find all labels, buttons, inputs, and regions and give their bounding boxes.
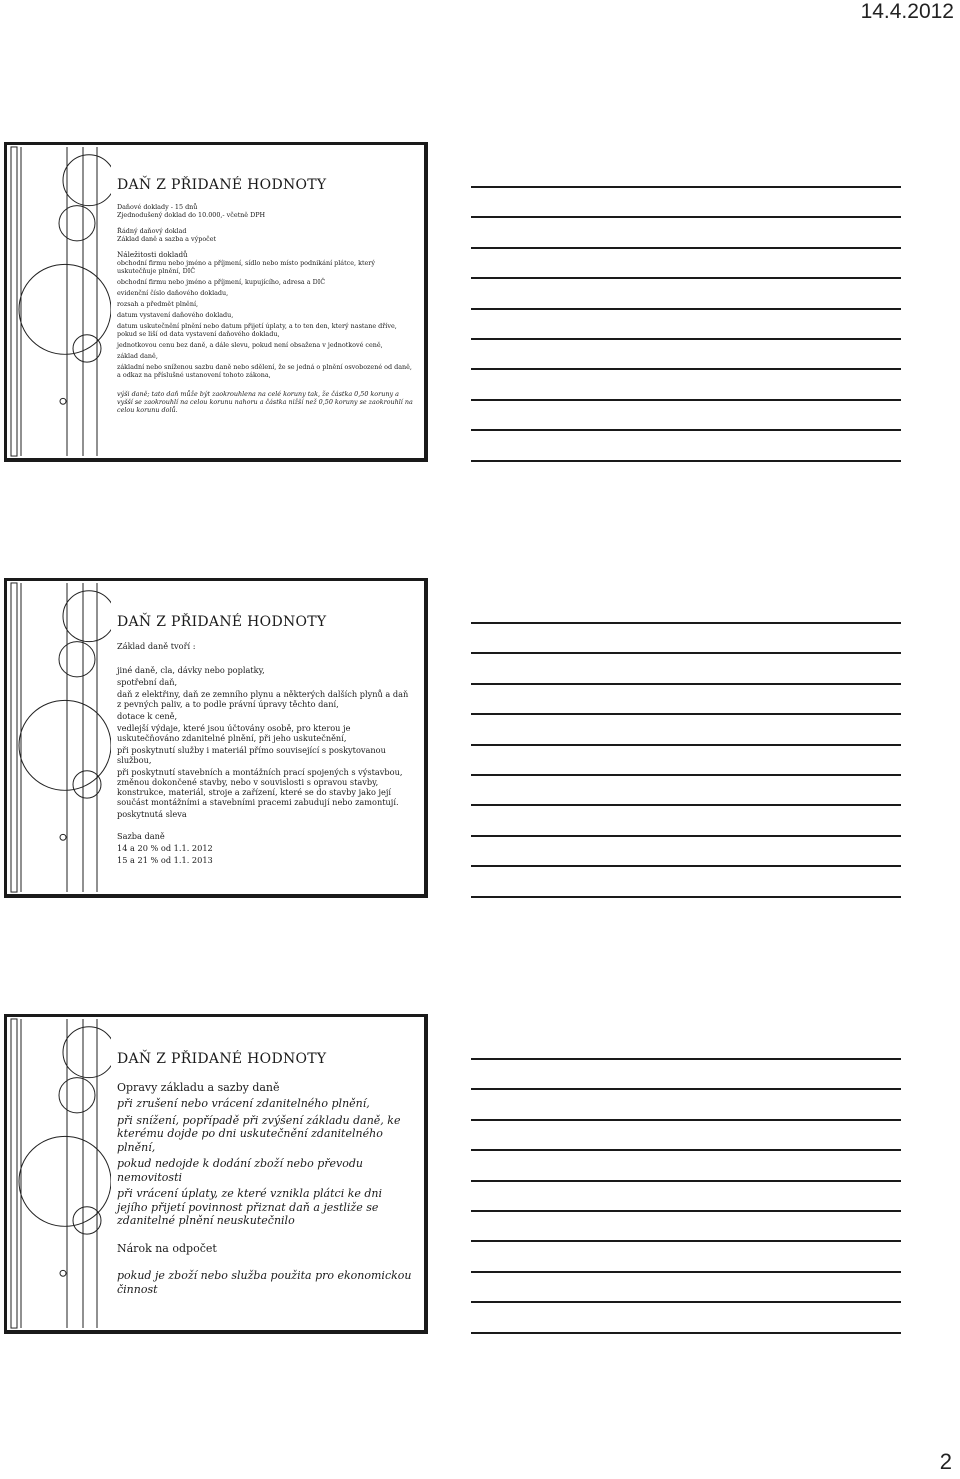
text-line: obchodní firmu nebo jméno a příjmení, kupujícího, adresa a DIČ bbox=[117, 278, 326, 286]
slide-decoration bbox=[7, 581, 111, 894]
note-line bbox=[471, 1119, 901, 1121]
note-line bbox=[471, 1301, 901, 1303]
note-line bbox=[471, 399, 901, 401]
text-line: Náležitosti dokladů bbox=[117, 250, 188, 259]
text-line: obchodní firmu nebo jméno a příjmení, sídlo nebo místo podnikání plátce, který uskutečňuje plnění, DIČ bbox=[117, 259, 375, 275]
text-line: pokud je zboží nebo služba použita pro ekonomickou činnost bbox=[117, 1269, 412, 1296]
note-line bbox=[471, 713, 901, 715]
note-line bbox=[471, 429, 901, 431]
text-line: Základ daně tvoří : bbox=[117, 641, 196, 651]
notes-lines bbox=[471, 622, 901, 926]
text-line: datum uskutečnění plnění nebo datum přijetí úplaty, a to ten den, který nastane dříve, pokud se liší od data vystavení daňového dokladu, bbox=[117, 322, 397, 338]
text-line: pokud nedojde k dodání zboží nebo převodu nemovitosti bbox=[117, 1157, 363, 1184]
note-line bbox=[471, 277, 901, 279]
text-line: daň z elektřiny, daň ze zemního plynu a některých dalších plynů a daň z pevných paliv, a to podle právní úpravy těchto daní, bbox=[117, 689, 409, 709]
slide-2 bbox=[4, 578, 428, 898]
note-line bbox=[471, 216, 901, 218]
text-line: spotřební daň, bbox=[117, 677, 178, 687]
note-line bbox=[471, 368, 901, 370]
slide-decoration bbox=[7, 1017, 111, 1330]
note-line bbox=[471, 865, 901, 867]
note-line bbox=[471, 652, 901, 654]
note-line bbox=[471, 804, 901, 806]
text-line: při poskytnutí služby i materiál přímo související s poskytovanou službou, bbox=[117, 745, 386, 765]
text-line: při zrušení nebo vrácení zdanitelného plnění, bbox=[117, 1097, 370, 1110]
slide-content bbox=[117, 177, 414, 414]
page-date: 14.4.2012 bbox=[860, 0, 954, 23]
text-line: při vrácení úplaty, ze které vznikla plátci ke dni jejího přijetí povinnost přiznat daň a jestliže se zdanitelné plnění neuskutečnilo bbox=[117, 1187, 383, 1227]
text-line: Nárok na odpočet bbox=[117, 1241, 217, 1255]
note-line bbox=[471, 1180, 901, 1182]
slide-decoration bbox=[7, 145, 111, 458]
text-line: základ daně, bbox=[117, 352, 158, 360]
note-line bbox=[471, 774, 901, 776]
text-line: evidenční číslo daňového dokladu, bbox=[117, 289, 229, 297]
text-line: výši daně; tato daň může být zaokrouhlena na celé koruny tak, že částka 0,50 koruny a vyšší se zaokrouhlí na celou korunu nahoru a částka nižší než 0,50 koruny se zaokrouhlí na celou korunu dolů. bbox=[117, 390, 413, 414]
note-line bbox=[471, 1088, 901, 1090]
note-line bbox=[471, 1240, 901, 1242]
note-line bbox=[471, 308, 901, 310]
note-line bbox=[471, 622, 901, 624]
note-line bbox=[471, 896, 901, 898]
slide-content bbox=[117, 1053, 414, 1299]
text-line: jednotkovou cenu bez daně, a dále slevu, pokud není obsažena v jednotkové ceně, bbox=[117, 341, 383, 349]
slide-title: DAŇ Z PŘIDANÉ HODNOTY bbox=[117, 614, 327, 630]
slide-1 bbox=[4, 142, 428, 462]
note-line bbox=[471, 338, 901, 340]
text-line: Základ daně a sazba a výpočet bbox=[117, 235, 217, 243]
note-line bbox=[471, 1149, 901, 1151]
text-line: Řádný daňový doklad bbox=[117, 227, 187, 235]
page-number: 2 bbox=[939, 1449, 952, 1474]
notes-lines bbox=[471, 1058, 901, 1362]
slide-title: DAŇ Z PŘIDANÉ HODNOTY bbox=[117, 177, 327, 193]
text-line: poskytnutá sleva bbox=[117, 809, 187, 819]
text-line: při snížení, popřípadě při zvýšení základu daně, ke kterému dojde po dni uskutečnění zdanitelného plnění, bbox=[117, 1113, 401, 1154]
note-line bbox=[471, 247, 901, 249]
text-line: Zjednodušený doklad do 10.000,- včetně DPH bbox=[117, 211, 266, 219]
text-line: 15 a 21 % od 1.1. 2013 bbox=[117, 855, 213, 865]
text-line: Sazba daně bbox=[117, 831, 165, 841]
slide-content bbox=[117, 614, 414, 867]
text-line: základní nebo sníženou sazbu daně nebo sdělení, že se jedná o plnění osvobozené od daně, a odkaz na příslušné ustanovení tohoto zákona, bbox=[117, 363, 412, 379]
text-line: rozsah a předmět plnění, bbox=[117, 300, 199, 308]
note-line bbox=[471, 1210, 901, 1212]
note-line bbox=[471, 1332, 901, 1334]
text-line: datum vystavení daňového dokladu, bbox=[117, 311, 234, 319]
text-line: Opravy základu a sazby daně bbox=[117, 1080, 280, 1094]
slide-3 bbox=[4, 1014, 428, 1334]
notes-lines bbox=[471, 186, 901, 490]
note-line bbox=[471, 1058, 901, 1060]
note-line bbox=[471, 683, 901, 685]
note-line bbox=[471, 744, 901, 746]
text-line: jiné daně, cla, dávky nebo poplatky, bbox=[117, 665, 265, 675]
text-line: dotace k ceně, bbox=[117, 711, 178, 721]
slide-title: DAŇ Z PŘIDANÉ HODNOTY bbox=[117, 1051, 327, 1067]
note-line bbox=[471, 460, 901, 462]
text-line: při poskytnutí stavebních a montážních prací spojených s výstavbou, změnou dokončené stavby, nebo v souvislosti s opravou stavby, konstrukce, materiál, stroje a zařízení, které se do stavby jako její součást montážními a stavebními pracemi zabudují nebo zamontují. bbox=[117, 767, 403, 807]
text-line: Daňové doklady - 15 dnů bbox=[117, 203, 198, 211]
text-line: 14 a 20 % od 1.1. 2012 bbox=[117, 843, 213, 853]
note-line bbox=[471, 1271, 901, 1273]
text-line: vedlejší výdaje, které jsou účtovány osobě, pro kterou je uskutečňováno zdanitelné plnění, při jeho uskutečnění, bbox=[117, 723, 351, 743]
note-line bbox=[471, 835, 901, 837]
note-line bbox=[471, 186, 901, 188]
